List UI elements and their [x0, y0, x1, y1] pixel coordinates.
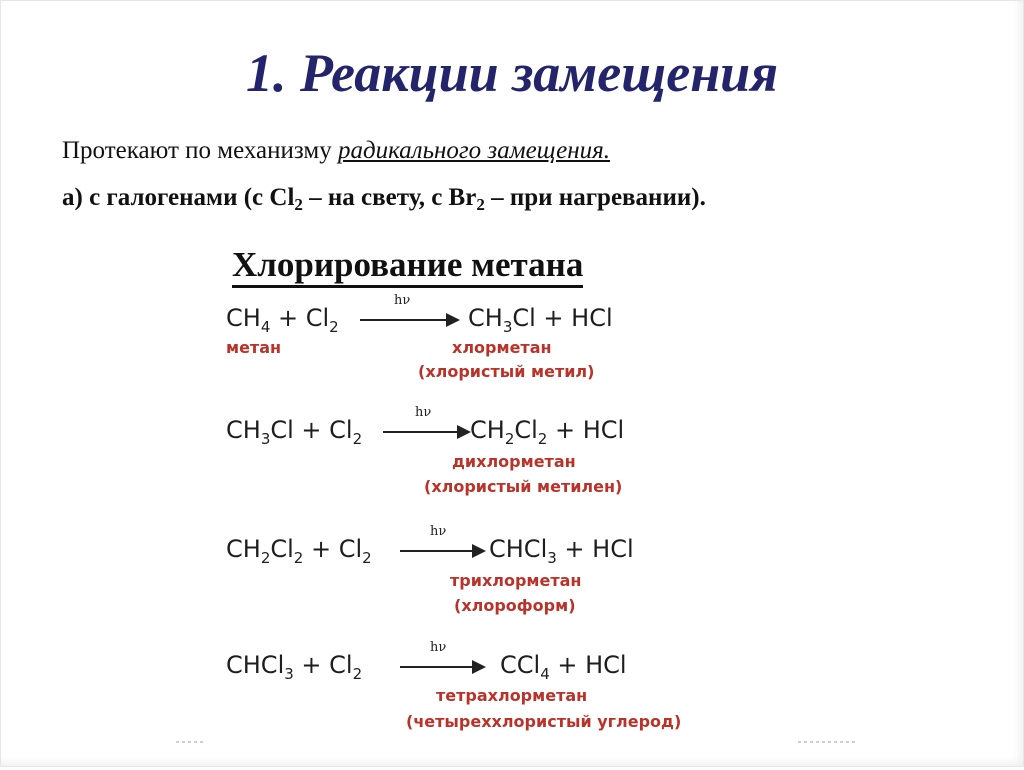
footer-dotted-mark — [176, 741, 206, 743]
formula-part: + HCl — [556, 535, 634, 563]
reactants — [226, 650, 363, 683]
mechanism-term: радикального замещения. — [337, 137, 611, 164]
formula-sub: 2 — [293, 549, 304, 567]
formula-part: + Cl — [270, 304, 330, 332]
formula-part: CHCl — [489, 535, 548, 563]
formula-part: Cl — [270, 535, 294, 563]
reaction-3 — [0, 524, 1024, 654]
product-name: тетрахлорметан — [436, 686, 588, 705]
product-alt-name: (хлороформ) — [454, 596, 576, 615]
formula-part: + Cl — [303, 535, 363, 563]
product-name: дихлорметан — [452, 452, 576, 471]
formula-sub: 2 — [504, 430, 515, 448]
products — [500, 650, 627, 683]
light-label: hν — [430, 524, 447, 539]
reaction-2 — [0, 405, 1024, 535]
arrow-head-icon — [472, 544, 486, 558]
halogen-sub-2: 2 — [476, 195, 485, 214]
products — [468, 303, 613, 336]
formula-sub: 2 — [260, 549, 271, 567]
formula-part: CHCl — [226, 651, 285, 679]
halogen-sub-1: 2 — [294, 195, 303, 214]
mechanism-prefix: Протекают по механизму — [62, 137, 338, 164]
reaction-1 — [0, 293, 1024, 423]
arrow-head-icon — [472, 660, 486, 674]
arrow-shaft — [400, 666, 474, 668]
product-alt-name: (хлористый метил) — [418, 362, 595, 381]
reactant-name: метан — [226, 338, 282, 357]
formula-part: + HCl — [549, 651, 627, 679]
section-heading: Хлорирование метана — [232, 247, 583, 288]
formula-sub: 3 — [260, 430, 271, 448]
reactants — [226, 415, 363, 448]
formula-sub: 3 — [502, 318, 513, 336]
products — [489, 534, 634, 567]
reactants — [226, 303, 339, 336]
halogen-text-1: а) с галогенами (с Cl — [62, 184, 295, 211]
formula-part: CH — [226, 535, 261, 563]
light-label: hν — [415, 405, 432, 420]
formula-part: + HCl — [547, 416, 625, 444]
product-name: трихлорметан — [450, 571, 582, 590]
arrow-shaft — [383, 431, 459, 433]
products — [470, 415, 625, 448]
formula-sub: 2 — [352, 665, 363, 683]
formula-part: Cl — [514, 416, 538, 444]
arrow-head-icon — [446, 313, 460, 327]
product-name: хлорметан — [452, 338, 552, 357]
light-label: hν — [394, 293, 411, 308]
formula-sub: 2 — [329, 318, 339, 336]
formula-sub: 3 — [547, 549, 557, 567]
arrow-shaft — [400, 550, 474, 552]
slide-title: 1. Реакции замещения — [245, 43, 779, 103]
mechanism-line — [62, 137, 610, 165]
halogen-conditions-line — [62, 184, 706, 212]
formula-sub: 2 — [352, 430, 363, 448]
arrow-head-icon — [457, 425, 471, 439]
formula-part: CH — [470, 416, 505, 444]
arrow-shaft — [360, 319, 448, 321]
formula-sub: 2 — [362, 549, 372, 567]
formula-part: + Cl — [293, 651, 353, 679]
formula-part: CCl — [500, 651, 541, 679]
product-alt-name: (хлористый метилен) — [424, 477, 623, 496]
formula-part: CH — [226, 416, 261, 444]
formula-part: CH — [468, 304, 503, 332]
reactants — [226, 534, 372, 567]
formula-sub: 4 — [260, 318, 271, 336]
halogen-text-2: – на свету, с Br — [302, 184, 477, 211]
footer-dotted-mark — [798, 741, 858, 743]
reaction-4 — [0, 640, 1024, 770]
product-alt-name: (четыреххлористый углерод) — [406, 712, 682, 731]
formula-sub: 4 — [540, 665, 550, 683]
formula-sub: 2 — [537, 430, 548, 448]
formula-sub: 3 — [284, 665, 294, 683]
formula-part: Cl + Cl — [270, 416, 353, 444]
light-label: hν — [430, 640, 447, 655]
halogen-text-3: – при нагревании). — [484, 184, 706, 211]
formula-part: Cl + HCl — [512, 304, 613, 332]
formula-part: CH — [226, 304, 261, 332]
